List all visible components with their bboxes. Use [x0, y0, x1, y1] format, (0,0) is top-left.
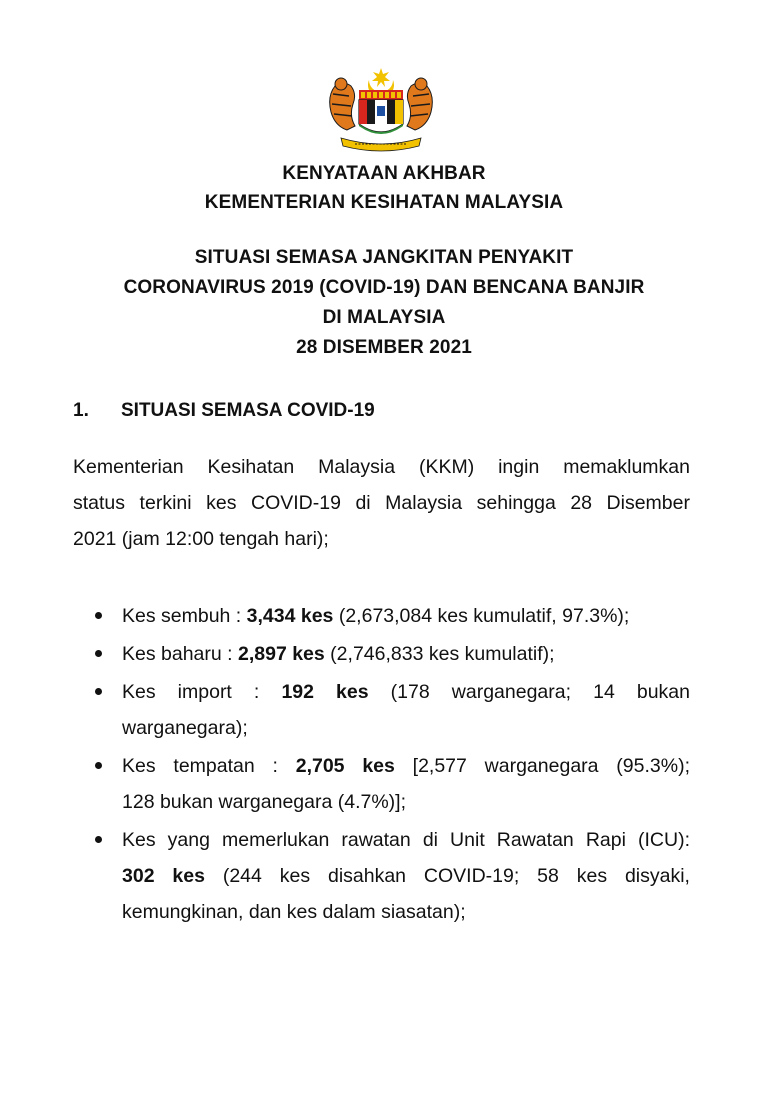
intro-line: Kementerian Kesihatan Malaysia (KKM) ingin memaklumkan: [73, 456, 690, 478]
document-title-line-1: SITUASI SEMASA JANGKITAN PENYAKIT: [194, 247, 574, 268]
item-label: Kes yang memerlukan rawatan di Unit Rawatan Rapi (ICU):: [122, 829, 690, 851]
press-statement-label: KENYATAAN AKHBAR: [282, 163, 486, 184]
item-detail: (2,746,833 kes kumulatif);: [324, 643, 555, 665]
item-value: 2,705 kes: [295, 755, 395, 777]
bullet-icon: [95, 688, 102, 695]
item-detail: (178 warganegara; 14 bukan: [368, 681, 690, 703]
item-value: 192 kes: [281, 681, 369, 703]
item-label: Kes import :: [122, 681, 282, 703]
document-date: 28 DISEMBER 2021: [296, 337, 472, 358]
item-detail: (244 kes disahkan COVID-19; 58 kes disyaki,: [204, 865, 690, 887]
item-first-line: [122, 748, 690, 784]
document-title-line-3: DI MALAYSIA: [322, 307, 446, 328]
item-second-line: [122, 858, 690, 894]
section-heading: [73, 396, 375, 426]
list-item-icu-cases: [73, 822, 690, 930]
item-detail-continued: 128 bukan warganegara (4.7%)];: [122, 791, 407, 813]
item-label: Kes tempatan :: [122, 755, 296, 777]
section-number: 1.: [73, 400, 89, 421]
bullet-icon: [95, 612, 102, 619]
list-item-recovered: [73, 598, 690, 634]
intro-paragraph: [73, 449, 690, 557]
intro-line: 2021 (jam 12:00 tengah hari);: [73, 528, 329, 550]
item-detail-continued: kemungkinan, dan kes dalam siasatan);: [122, 901, 466, 923]
item-detail: (2,673,084 kes kumulatif, 97.3%);: [333, 605, 630, 627]
section-title: SITUASI SEMASA COVID-19: [121, 400, 375, 421]
bullet-icon: [95, 836, 102, 843]
intro-line: status terkini kes COVID-19 di Malaysia sehingga 28 Disember: [73, 492, 690, 514]
list-item-imported-cases: [73, 674, 690, 746]
list-item-new-cases: [73, 636, 690, 672]
item-value: 302 kes: [122, 865, 205, 887]
item-first-line: [122, 674, 690, 710]
item-label: Kes sembuh :: [122, 605, 247, 627]
item-value: 3,434 kes: [246, 605, 334, 627]
case-statistics-list: [73, 598, 690, 932]
item-detail: [2,577 warganegara (95.3%);: [394, 755, 690, 777]
list-item-local-cases: [73, 748, 690, 820]
malaysia-coat-of-arms-icon: [319, 66, 443, 158]
item-label: Kes baharu :: [122, 643, 238, 665]
item-value: 2,897 kes: [238, 643, 325, 665]
document-title-line-2: CORONAVIRUS 2019 (COVID-19) DAN BENCANA BANJIR: [123, 277, 645, 298]
bullet-icon: [95, 650, 102, 657]
item-detail-continued: warganegara);: [122, 717, 248, 739]
ministry-name: KEMENTERIAN KESIHATAN MALAYSIA: [204, 192, 564, 213]
bullet-icon: [95, 762, 102, 769]
